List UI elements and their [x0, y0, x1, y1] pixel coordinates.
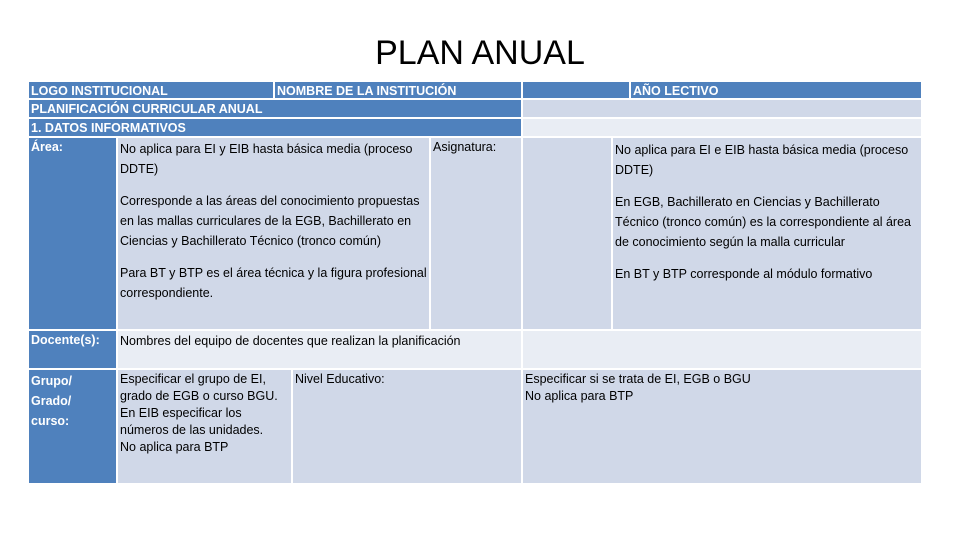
- docentes-label-cell: [28, 330, 117, 369]
- institution-name-header: [274, 81, 522, 99]
- docentes-text: Nombres del equipo de docentes que realizan la planificación: [120, 334, 461, 348]
- docentes-content-cell: [117, 330, 522, 369]
- section-1-value-cell: [522, 118, 922, 137]
- logo-header: [28, 81, 274, 99]
- asignatura-label: Asignatura:: [433, 140, 497, 154]
- school-year-blank-header: [522, 81, 630, 99]
- asignatura-text-1: No aplica para EI e EIB hasta básica media (proceso DDTE): [615, 143, 909, 177]
- grupo-text-1: Especificar el grupo de EI, grado de EGB o curso BGU.: [120, 372, 278, 403]
- plan-value-cell: [522, 99, 922, 118]
- asignatura-text-2: En EGB, Bachillerato en Ciencias y Bachillerato Técnico (tronco común) es la correspondiente al área de conocimiento según la malla curricular: [615, 195, 911, 249]
- nivel-label: Nivel Educativo:: [295, 372, 385, 386]
- nivel-content-cell: [522, 369, 922, 484]
- institution-name-label: NOMBRE DE LA INSTITUCIÓN: [277, 84, 457, 98]
- asignatura-content-cell: [612, 137, 922, 330]
- grupo-label-line3: curso:: [31, 414, 70, 428]
- plan-label: PLANIFICACIÓN CURRICULAR ANUAL: [31, 102, 263, 116]
- area-text-1: No aplica para EI y EIB hasta básica media (proceso DDTE): [120, 142, 413, 176]
- section-1-label: 1. DATOS INFORMATIVOS: [31, 121, 186, 135]
- docentes-blank-cell: [522, 330, 922, 369]
- grupo-content-cell: [117, 369, 292, 484]
- plan-label-cell: [28, 99, 522, 118]
- grupo-label-cell: [28, 369, 117, 484]
- nivel-text-1: Especificar si se trata de EI, EGB o BGU: [525, 372, 751, 386]
- asignatura-blank-cell: [522, 137, 612, 330]
- area-label-cell: [28, 137, 117, 330]
- section-1-cell: [28, 118, 522, 137]
- area-text-2: Corresponde a las áreas del conocimiento propuestas en las mallas curriculares de la EGB, Bachillerato en Ciencias y Bachillerato Técnico (tronco común): [120, 194, 420, 248]
- grupo-text-3: No aplica para BTP: [120, 440, 229, 454]
- nivel-text-2: No aplica para BTP: [525, 389, 634, 403]
- school-year-header: [630, 81, 922, 99]
- page-title: PLAN ANUAL: [375, 34, 585, 72]
- logo-header-label: LOGO INSTITUCIONAL: [31, 84, 168, 98]
- asignatura-text-3: En BT y BTP corresponde al módulo formativo: [615, 267, 873, 281]
- school-year-label: AÑO LECTIVO: [633, 84, 719, 98]
- area-content-cell: [117, 137, 430, 330]
- grupo-label-line1: Grupo/: [31, 374, 72, 388]
- nivel-label-cell: [292, 369, 522, 484]
- area-label: Área:: [31, 140, 63, 154]
- docentes-label: Docente(s):: [31, 333, 100, 347]
- area-text-3: Para BT y BTP es el área técnica y la figura profesional correspondiente.: [120, 266, 427, 300]
- grupo-text-2: En EIB especificar los números de las unidades.: [120, 406, 264, 437]
- grupo-label-line2: Grado/: [31, 394, 72, 408]
- asignatura-label-cell: [430, 137, 522, 330]
